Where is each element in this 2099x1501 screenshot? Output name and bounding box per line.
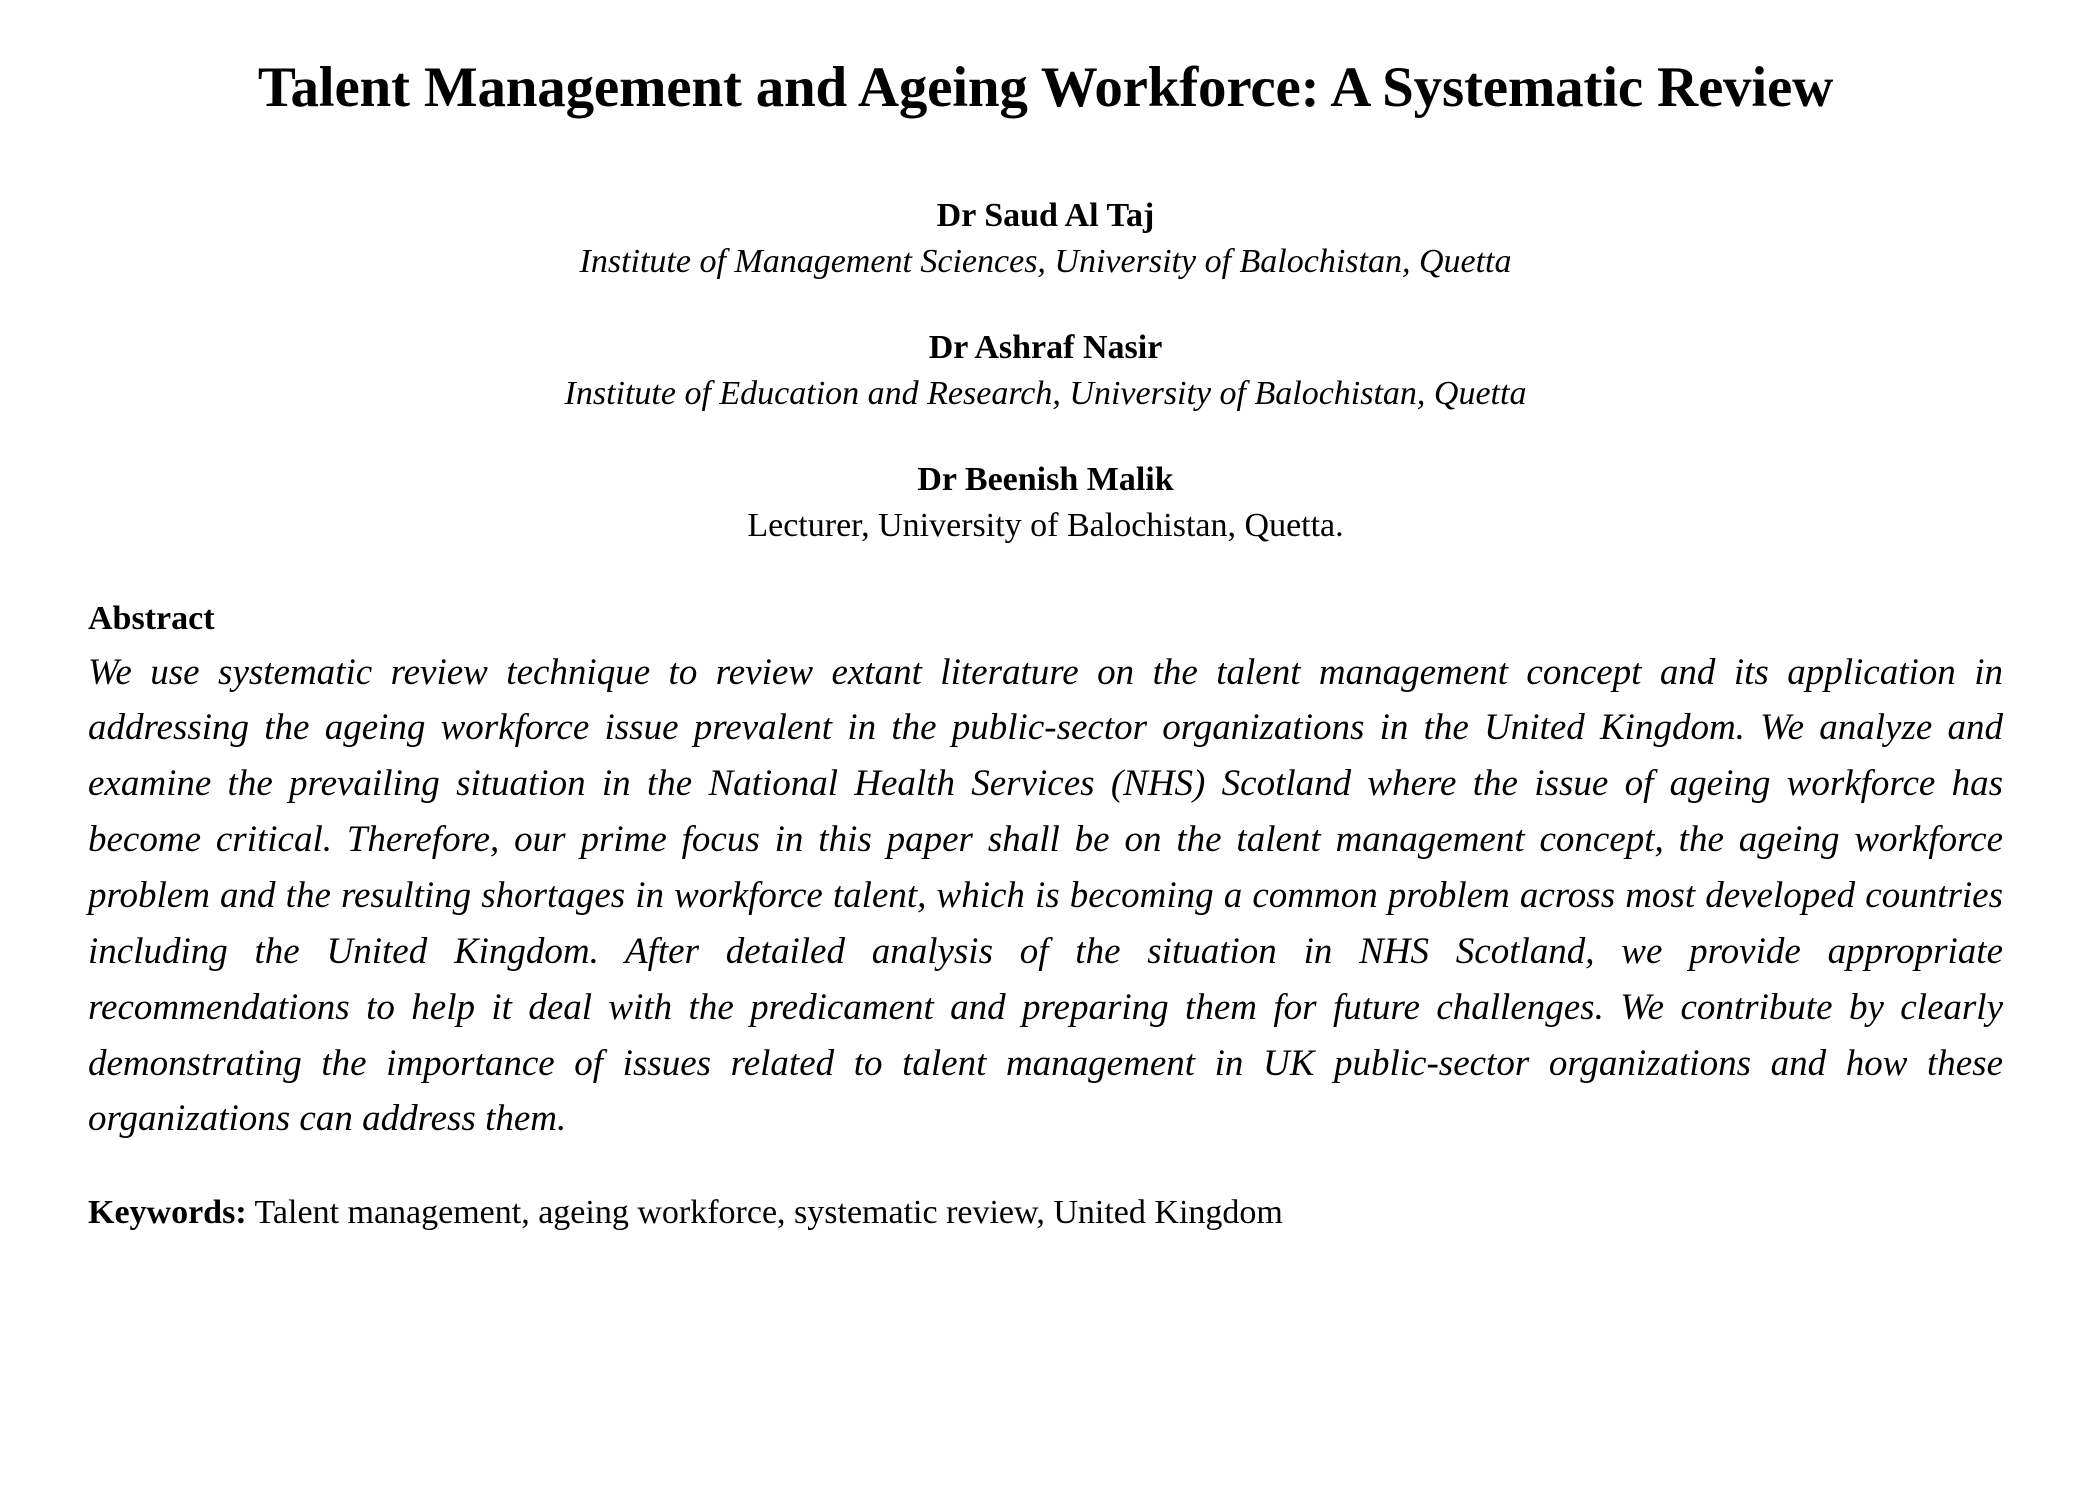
author-name: Dr Beenish Malik (917, 460, 1174, 498)
abstract-heading: Abstract (88, 600, 215, 637)
keywords-label: Keywords: (88, 1194, 247, 1232)
author-entry (88, 193, 2003, 285)
page-title: Talent Management and Ageing Workforce: A Systematic Review (257, 56, 1834, 119)
author-entry (88, 457, 2003, 549)
author-list (88, 193, 2003, 548)
keywords-line (88, 1189, 2003, 1237)
keywords-value: Talent management, ageing workforce, systematic review, United Kingdom (246, 1194, 1283, 1232)
author-affiliation: Institute of Management Sciences, University of Balochistan, Quetta (579, 243, 1512, 281)
author-name: Dr Ashraf Nasir (928, 329, 1163, 367)
abstract-text: We use systematic review technique to review extant literature on the talent management concept and its application in addressing the ageing workforce issue prevalent in the public-sector organizations in the United Kingdom. We analyze and examine the prevailing situation in the National Health Services (NHS) Scotland where the issue of ageing workforce has become critical. Therefore, our prime focus in this paper shall be on the talent management concept, the ageing workforce problem and the resulting shortages in workforce talent, which is becoming a common problem across most developed countries including the United Kingdom. After detailed analysis of the situation in NHS Scotland, we provide appropriate recommendations to help it deal with the predicament and preparing them for future challenges. We contribute by clearly demonstrating the importance of issues related to talent management in UK public-sector organizations and how these organizations can address them. (88, 651, 2003, 1140)
author-affiliation: Institute of Education and Research, University of Balochistan, Quetta (564, 374, 1527, 412)
author-name: Dr Saud Al Taj (936, 197, 1155, 235)
author-affiliation: Lecturer, University of Balochistan, Quetta. (747, 506, 1344, 544)
author-entry (88, 325, 2003, 417)
